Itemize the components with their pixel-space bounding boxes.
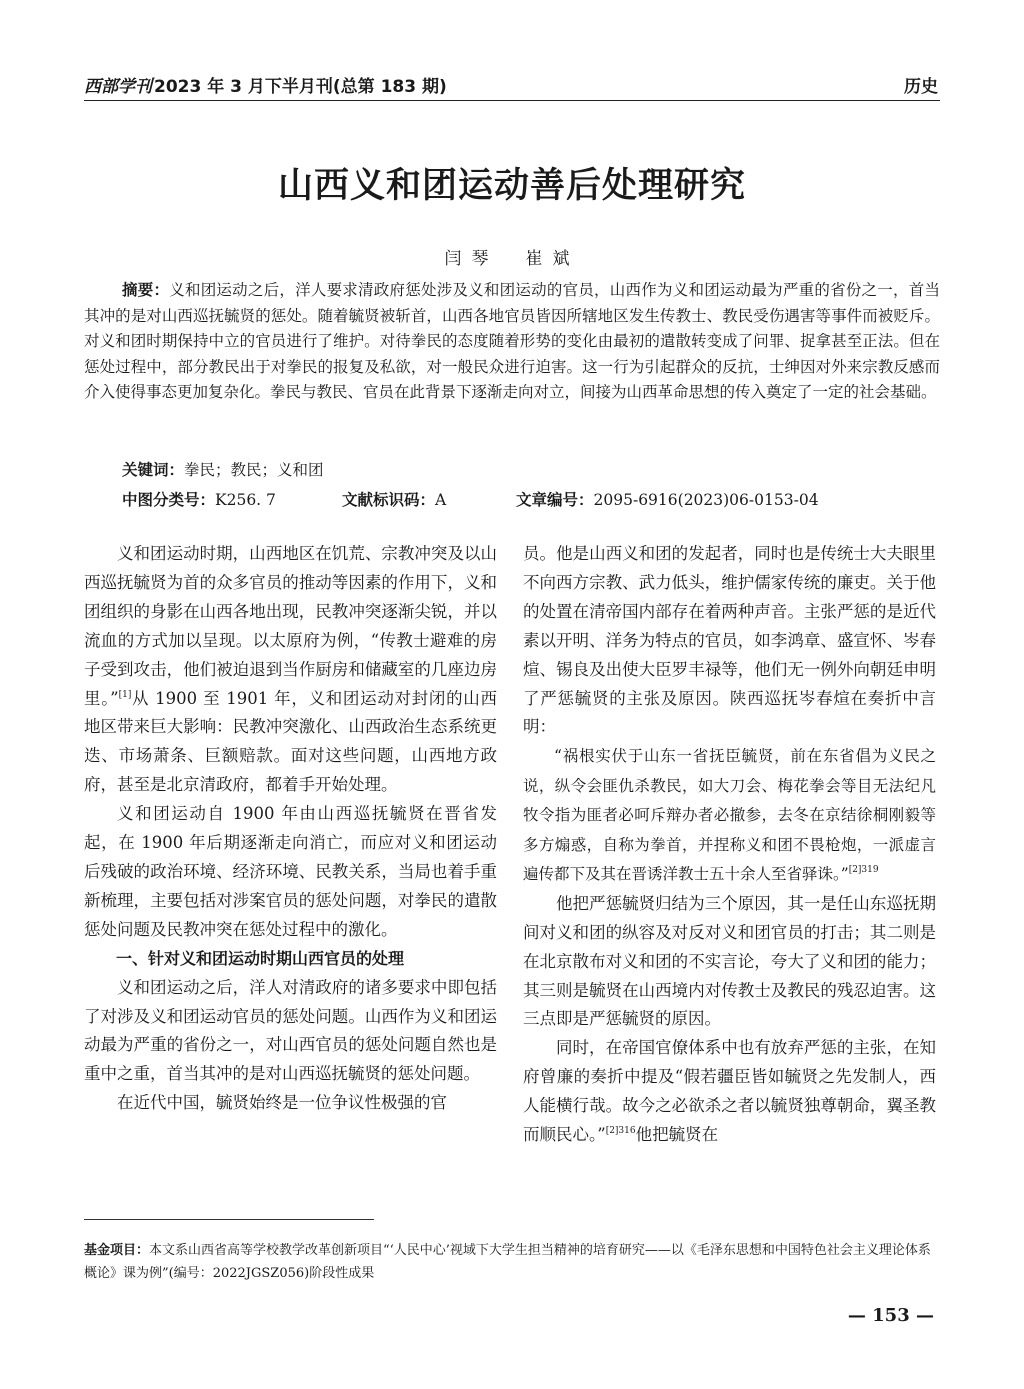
paragraph: 义和团运动自 1900 年由山西巡抚毓贤在晋省发起，在 1900 年后期逐渐走向消亡，而应对义和团运动后残破的政治环境、经济环境、民教关系，当局也着手重新梳理，主要包括对涉案官员的惩处问题，对拳民的遣散惩处问题及民教冲突在惩处过程中的激化。 [84, 804, 497, 939]
left-column [84, 540, 497, 1118]
clc-label: 中图分类号： [122, 491, 216, 509]
keywords-label: 关键词： [122, 461, 185, 479]
journal-logo: 西部学刊 [84, 77, 152, 97]
header-rule [84, 100, 940, 101]
footnote-rule [84, 1219, 374, 1220]
authors: 闫琴 崔斌 [444, 249, 580, 269]
citation: [2]316 [605, 1126, 636, 1137]
issue-info: 2023 年 3 月下半月刊(总第 183 期) [154, 77, 447, 97]
journal-header [84, 72, 447, 97]
art-value: 2095-6916(2023)06-0153-04 [593, 491, 819, 509]
clc-value: K256. 7 [215, 491, 276, 509]
funding-footnote [84, 1239, 940, 1285]
section-heading: 一、针对义和团运动时期山西官员的处理 [116, 948, 405, 968]
paragraph: 义和团运动之后，洋人对清政府的诸多要求中即包括了对涉及义和团运动官员的惩处问题。山西作为义和团运动最为严重的省份之一，对山西官员的惩处问题自然也是重中之重，首当其冲的是对山西巡抚毓贤的惩处问题。 [84, 977, 497, 1084]
footnote-text: 本文系山西省高等学校教学改革创新项目“‘人民中心’视域下大学生担当精神的培育研究——以《毛泽东思想和中国特色社会主义理论体系概论》课为例”(编号：2022JGSZ056)阶段性成果 [84, 1243, 931, 1281]
abstract [84, 278, 940, 406]
paragraph: 员。他是山西义和团的发起者，同时也是传统士大夫眼里不向西方宗教、武力低头，维护儒家传统的廉吏。关于他的处置在清帝国内部存在着两种声音。主张严惩的是近代素以开明、洋务为特点的官员，如李鸿章、盛宣怀、岑春煊、锡良及出使大臣罗丰禄等，他们无一例外向朝廷申明了严惩毓贤的主张及原因。陕西巡抚岑春煊在奏折中言明： [523, 544, 936, 737]
paragraph: 他把严惩毓贤归结为三个原因，其一是任山东巡抚期间对义和团的纵容及对反对义和团官员的打击；其二则是在北京散布对义和团的不实言论，夸大了义和团的能力；其三则是毓贤在山西境内对传教士及教民的残忍迫害。这三点即是严惩毓贤的原因。 [523, 893, 936, 1029]
right-column [523, 540, 936, 1150]
art-label: 文章编号： [516, 491, 594, 509]
footnote-label: 基金项目： [84, 1243, 150, 1258]
article-title: 山西义和团运动善后处理研究 [277, 165, 746, 206]
citation: [1] [118, 689, 132, 700]
doc-label: 文献标识码： [342, 491, 436, 509]
abstract-text: 义和团运动之后，洋人要求清政府惩处涉及义和团运动的官员，山西作为义和团运动最为严重的省份之一，首当其冲的是对山西巡抚毓贤的惩处。随着毓贤被斩首，山西各地官员皆因所辖地区发生传教士、教民受伤遇害等事件而被贬斥。对义和团时期保持中立的官员进行了维护。对待拳民的态度随着形势的变化由最初的遣散转变成了问罪、捉拿甚至正法。但在惩处过程中，部分教民出于对拳民的报复及私欲，对一般民众进行迫害。这一行为引起群众的反抗，士绅因对外来宗教反感而介入使得事态更加复杂化。拳民与教民、官员在此背景下逐渐走向对立，间接为山西革命思想的传入奠定了一定的社会基础。 [84, 281, 940, 401]
abstract-label: 摘要： [122, 281, 170, 299]
article-number [516, 488, 819, 510]
block-quote: “祸根实伏于山东一省抚臣毓贤，前在东省倡为义民之说，纵令会匪仇杀教民，如大刀会、梅花拳会等目无法纪凡牧令指为匪者必呵斥辩办者必撤参，去冬在京结徐桐刚毅等多方煽惑，自称为拳首，并捏称义和团不畏枪炮，一派虚言遍传都下及其在晋诱洋教士五十余人至省驿诛。”$^{[2]319}$ [523, 747, 936, 884]
citation: [2]319 [848, 865, 879, 876]
keywords-text: 拳民；教民；义和团 [184, 461, 324, 479]
paragraph: 同时，在帝国官僚体系中也有放弃严惩的主张，在知府曾廉的奏折中提及“假若疆臣皆如毓贤之先发制人，西人能横行哉。故今之必欲杀之者以毓贤独尊朝命，翼圣教而顺民心。”$^{[2]316}$他把毓贤在 [523, 1038, 936, 1145]
section-label: 历史 [904, 77, 938, 97]
keywords [122, 458, 324, 480]
paragraph: 义和团运动时期，山西地区在饥荒、宗教冲突及以山西巡抚毓贤为首的众多官员的推动等因素的作用下，义和团组织的身影在山西各地出现，民教冲突逐渐尖锐，并以流血的方式加以呈现。以太原府为例，“传教士避难的房子受到攻击，他们被迫退到当作厨房和储藏室的几座边房里。”[1]从 1900 至 1901 年，义和团运动对封闭的山西地区带来巨大影响：民教冲突激化、山西政治生态系统更迭、市场萧条、巨额赔款。面对这些问题，山西地方政府，甚至是北京清政府，都着手开始处理。 [84, 544, 497, 795]
paragraph: 在近代中国，毓贤始终是一位争议性极强的官 [117, 1093, 447, 1113]
doc-value: A [435, 491, 447, 509]
document-code [342, 488, 446, 510]
page-number: — 153 — [847, 1305, 934, 1326]
clc-number [122, 488, 276, 510]
